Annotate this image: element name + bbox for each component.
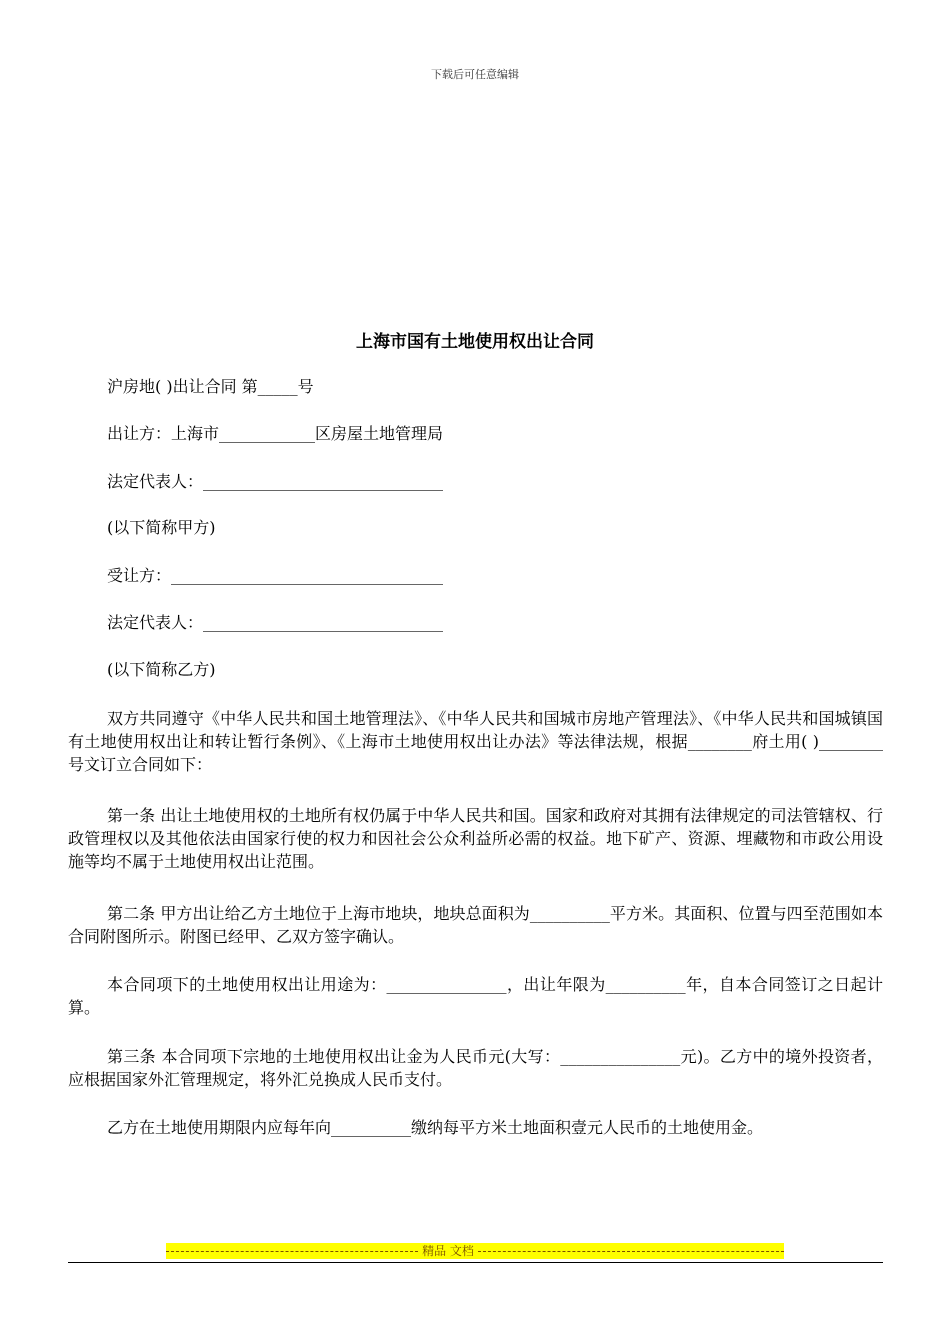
article-2-paragraph: 第二条 甲方出让给乙方土地位于上海市地块，地块总面积为__________平方米。其面积、位置与四至范围如本合同附图所示。附图已经甲、乙双方签字确认。 [68, 904, 883, 946]
land-use-paragraph: 本合同项下的土地使用权出让用途为：_______________，出让年限为__________年，自本合同签订之日起计算。 [68, 975, 883, 1017]
contract-number-line: 沪房地( )出让合同 第_____号 [107, 377, 314, 396]
footer-dashes-right [478, 1251, 784, 1252]
document-title: 上海市国有土地使用权出让合同 [356, 332, 594, 352]
preamble-paragraph: 双方共同遵守《中华人民共和国土地管理法》、《中华人民共和国城市房地产管理法》、《中华人民共和国城镇国有土地使用权出让和转让暂行条例》、《上海市土地使用权出让办法》等法律法规，根据________府土用( )________号文订立合同如下： [68, 709, 883, 774]
footer-rule [68, 1262, 883, 1263]
article-1-paragraph: 第一条 出让土地使用权的土地所有权仍属于中华人民共和国。国家和政府对其拥有法律规定的司法管辖权、行政管理权以及其他依法由国家行使的权力和因社会公众利益所必需的权益。地下矿产、资源、埋藏物和市政公用设施等均不属于土地使用权出让范围。 [68, 806, 883, 871]
header-note: 下载后可任意编辑 [431, 68, 519, 81]
footer-dashes-left [166, 1251, 418, 1252]
transferee-line: 受让方：__________________________________ [107, 566, 444, 585]
party-a-note: (以下简称甲方) [107, 518, 216, 537]
land-use-fee-paragraph: 乙方在土地使用期限内应每年向__________缴纳每平方米土地面积壹元人民币的土地使用金。 [107, 1118, 764, 1137]
party-b-note: (以下简称乙方) [107, 660, 216, 679]
footer-banner [166, 1243, 784, 1259]
transferee-legal-rep-line: 法定代表人：______________________________ [107, 613, 444, 632]
transferor-line: 出让方：上海市____________区房屋土地管理局 [107, 424, 444, 443]
footer-label: 精品 文档 [422, 1244, 474, 1258]
transferor-legal-rep-line: 法定代表人：______________________________ [107, 472, 444, 491]
article-3-paragraph: 第三条 本合同项下宗地的土地使用权出让金为人民币元(大写：_______________元)。乙方中的境外投资者，应根据国家外汇管理规定，将外汇兑换成人民币支付。 [68, 1047, 883, 1089]
